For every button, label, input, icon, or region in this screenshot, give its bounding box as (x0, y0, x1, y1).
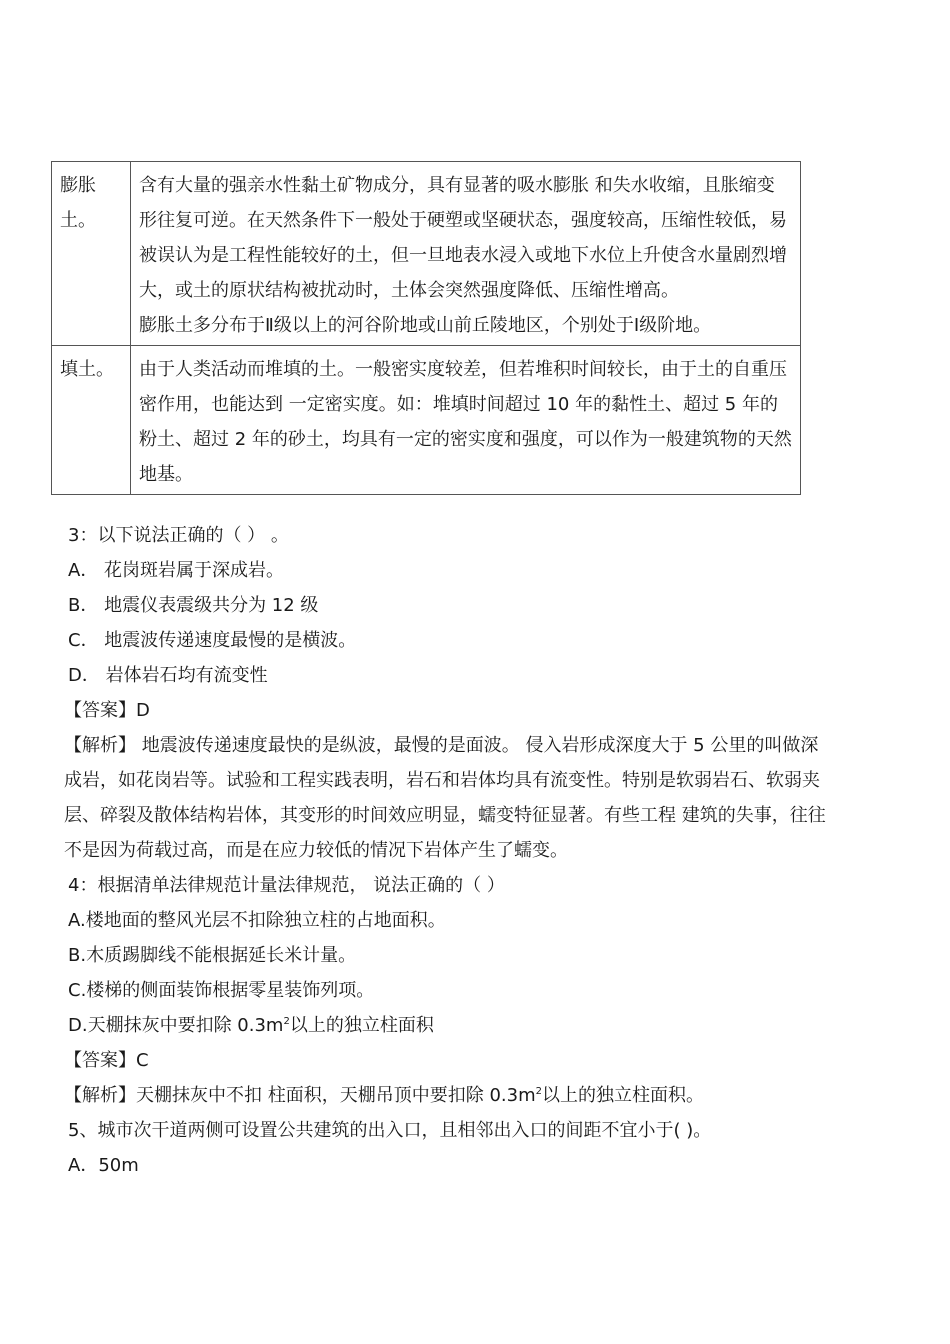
question-3-option-a: A． 花岗斑岩属于深成岩。 (68, 560, 285, 581)
soil-desc-cell (131, 162, 801, 346)
question-5-option-a: A．50m (68, 1155, 139, 1176)
question-4-answer: 【答案】C (64, 1050, 149, 1071)
question-4-stem: 4：根据清单法律规范计量法律规范， 说法正确的（ ） (68, 875, 505, 896)
question-3-option-d: D． 岩体岩石均有流变性 (68, 665, 268, 686)
question-3-option-b: B． 地震仪表震级共分为 12 级 (68, 595, 319, 616)
desc-paragraph: 膨胀土多分布于Ⅱ级以上的河谷阶地或山前丘陵地区，个别处于Ⅰ级阶地。 (139, 315, 712, 336)
desc-paragraph: 含有大量的强亲水性黏土矿物成分，具有显著的吸水膨胀 和失水收缩，且胀缩变形往复可逆。在天然条件下一般处于硬塑或坚硬状态，强度较高，压缩性较低，易被误认为是工程性能较好的土，但一旦地表水浸入或地下水位上升使含水量剧烈增大，或土的原状结构被扰动时，土体会突然强度降低、压缩性增高。 (139, 175, 787, 301)
question-4-option-d: D.天棚抹灰中要扣除 $0.3m^2$以上的独立柱面积 (68, 1015, 434, 1036)
question-4-option-c: C.楼梯的侧面装饰根据零星装饰列项。 (68, 980, 375, 1001)
question-4-explanation: 【解析】天棚抹灰中不扣 柱面积，天棚吊顶中要扣除 $0.3m^2$以上的独立柱面积。 (64, 1085, 704, 1106)
question-5-stem: 5、城市次干道两侧可设置公共建筑的出入口，且相邻出入口的间距不宜小于( )。 (68, 1120, 712, 1141)
question-3-stem: 3：以下说法正确的（ ） 。 (68, 525, 289, 546)
soil-desc-cell (131, 346, 801, 495)
table-row (52, 162, 801, 346)
question-4-option-b: B.木质踢脚线不能根据延长米计量。 (68, 945, 357, 966)
question-3-option-c: C． 地震波传递速度最慢的是横波。 (68, 630, 357, 651)
desc-paragraph: 由于人类活动而堆填的土。一般密实度较差，但若堆积时间较长，由于土的自重压密作用，也能达到 一定密实度。如：堆填时间超过 10 年的黏性土、超过 5 年的粉土、超过 2 年的砂土，均具有一定的密实度和强度，可以作为一般建筑物的天然地基。 (139, 359, 792, 485)
soil-name-cell: 填土。 (52, 346, 131, 495)
soil-name-cell: 膨胀土。 (52, 162, 131, 346)
question-4-option-a: A.楼地面的整风光层不扣除独立柱的占地面积。 (68, 910, 446, 931)
question-3-answer: 【答案】D (64, 700, 150, 721)
table-row (52, 346, 801, 495)
question-3-explanation: 【解析】 地震波传递速度最快的是纵波，最慢的是面波。 侵入岩形成深度大于 5 公里的叫做深成岩，如花岗岩等。试验和工程实践表明，岩石和岩体均具有流变性。特别是软弱岩石、软弱夹层、碎裂及散体结构岩体，其变形的时间效应明显，蠕变特征显著。有些工程 建筑的失事，往往不是因为荷载过高，而是在应力较低的情况下岩体产生了蠕变。 (64, 735, 826, 861)
soil-table (51, 161, 801, 495)
